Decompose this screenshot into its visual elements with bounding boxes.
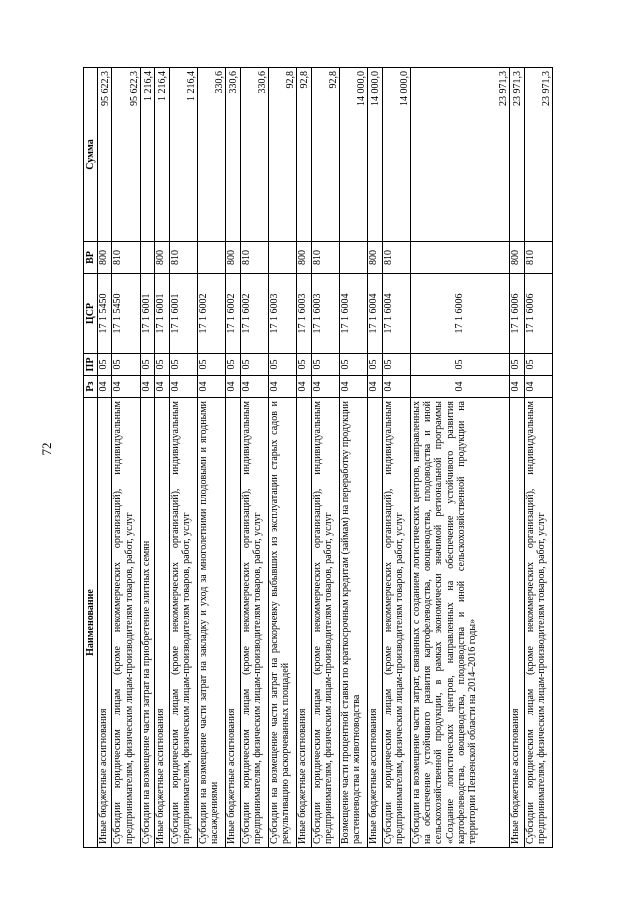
cell-csr: 17 1 6002: [226, 274, 240, 354]
cell-rz: 04: [524, 376, 552, 398]
table-header-row: [84, 68, 98, 848]
cell-pr: 05: [410, 354, 509, 376]
cell-rz: 04: [98, 376, 112, 398]
cell-csr: 17 1 6002: [240, 274, 268, 354]
cell-pr: 05: [339, 354, 367, 376]
cell-pr: 05: [382, 354, 410, 376]
table-row: [169, 68, 197, 848]
cell-name: Субсидии на возмещение части затрат на приобретение элитных семян: [140, 398, 154, 848]
table-row: [510, 68, 524, 848]
cell-name: Субсидии юридическим лицам (кроме некоммерческих организаций), индивидуальным предпринимателям, физическим лицам-производителям товаров, работ, услуг: [382, 398, 410, 848]
cell-vr: [140, 242, 154, 274]
cell-csr: 17 1 6006: [524, 274, 552, 354]
table-row: [140, 68, 154, 848]
header-name: Наименование: [84, 398, 98, 848]
cell-pr: 05: [98, 354, 112, 376]
cell-rz: 04: [140, 376, 154, 398]
cell-sum: 330,6: [197, 68, 225, 242]
cell-name: Возмещение части процентной ставки по краткосрочным кредитам (займам) на переработку продукции растениеводства и животноводства: [339, 398, 367, 848]
cell-sum: 95 622,3: [112, 68, 140, 242]
cell-csr: 17 1 6001: [169, 274, 197, 354]
cell-pr: 05: [140, 354, 154, 376]
cell-name: Субсидии юридическим лицам (кроме некоммерческих организаций), индивидуальным предпринимателям, физическим лицам-производителям товаров, работ, услуг: [311, 398, 339, 848]
cell-sum: 330,6: [226, 68, 240, 242]
cell-sum: 95 622,3: [98, 68, 112, 242]
cell-pr: 05: [268, 354, 296, 376]
cell-rz: 04: [382, 376, 410, 398]
cell-pr: 05: [112, 354, 140, 376]
table-row: [240, 68, 268, 848]
cell-pr: 05: [240, 354, 268, 376]
cell-pr: 05: [226, 354, 240, 376]
cell-vr: 800: [297, 242, 311, 274]
cell-vr: [268, 242, 296, 274]
cell-csr: 17 1 6002: [197, 274, 225, 354]
cell-vr: 810: [524, 242, 552, 274]
cell-rz: 04: [155, 376, 169, 398]
cell-vr: 810: [169, 242, 197, 274]
cell-rz: 04: [169, 376, 197, 398]
table-row: [410, 68, 509, 848]
cell-vr: 810: [240, 242, 268, 274]
cell-csr: 17 1 5450: [112, 274, 140, 354]
cell-rz: 04: [197, 376, 225, 398]
cell-sum: 1 216,4: [140, 68, 154, 242]
cell-name: Иные бюджетные ассигнования: [368, 398, 382, 848]
table-row: [297, 68, 311, 848]
table-row: [311, 68, 339, 848]
cell-vr: 800: [155, 242, 169, 274]
cell-sum: 330,6: [240, 68, 268, 242]
header-sum: Сумма: [84, 68, 98, 242]
cell-csr: 17 1 6001: [155, 274, 169, 354]
cell-name: Субсидии на возмещение части затрат, связанных с созданием логистических центров, направленных на обеспечение устойчивого развития картофелеводства, овощеводства, плодоводства и иной сельскохозяйственной продукции, в рамках экономически значимой региональной программы «Создание логистических центров, направленных на обеспечение устойчивого развития картофелеводства, овощеводства, плодоводства и иной сельскохозяйственной продукции на территории Пензенской области на 2014–2016 годы»: [410, 398, 509, 848]
cell-csr: 17 1 6003: [311, 274, 339, 354]
cell-sum: 14 000,0: [382, 68, 410, 242]
cell-csr: 17 1 6004: [368, 274, 382, 354]
table-row: [155, 68, 169, 848]
table-row: [368, 68, 382, 848]
cell-csr: 17 1 6003: [297, 274, 311, 354]
cell-rz: 04: [268, 376, 296, 398]
cell-vr: 810: [311, 242, 339, 274]
table-row: [268, 68, 296, 848]
table-row: [197, 68, 225, 848]
cell-csr: 17 1 6003: [268, 274, 296, 354]
cell-rz: 04: [297, 376, 311, 398]
cell-name: Субсидии юридическим лицам (кроме некоммерческих организаций), индивидуальным предпринимателям, физическим лицам-производителям товаров, работ, услуг: [112, 398, 140, 848]
cell-csr: 17 1 6006: [410, 274, 509, 354]
cell-vr: [410, 242, 509, 274]
cell-sum: 92,8: [297, 68, 311, 242]
cell-name: Иные бюджетные ассигнования: [226, 398, 240, 848]
cell-name: Субсидии юридическим лицам (кроме некоммерческих организаций), индивидуальным предпринимателям, физическим лицам-производителям товаров, работ, услуг: [524, 398, 552, 848]
cell-sum: 23 971,3: [510, 68, 524, 242]
cell-vr: 800: [510, 242, 524, 274]
table-row: [382, 68, 410, 848]
cell-pr: 05: [297, 354, 311, 376]
cell-vr: 800: [368, 242, 382, 274]
cell-rz: 04: [311, 376, 339, 398]
table-row: [98, 68, 112, 848]
table-row: [524, 68, 552, 848]
cell-sum: 1 216,4: [169, 68, 197, 242]
cell-sum: 1 216,4: [155, 68, 169, 242]
header-rz: Рз: [84, 376, 98, 398]
cell-vr: [197, 242, 225, 274]
cell-rz: 04: [368, 376, 382, 398]
table-row: [112, 68, 140, 848]
cell-vr: [339, 242, 367, 274]
cell-pr: 05: [510, 354, 524, 376]
cell-name: Субсидии на возмещение части затрат на закладку и уход за многолетними плодовыми и ягодными насаждениями: [197, 398, 225, 848]
cell-pr: 05: [155, 354, 169, 376]
cell-name: Субсидии юридическим лицам (кроме некоммерческих организаций), индивидуальным предпринимателям, физическим лицам-производителям товаров, работ, услуг: [169, 398, 197, 848]
cell-pr: 05: [368, 354, 382, 376]
cell-vr: 800: [226, 242, 240, 274]
cell-sum: 23 971,3: [524, 68, 552, 242]
cell-sum: 14 000,0: [368, 68, 382, 242]
cell-csr: 17 1 5450: [98, 274, 112, 354]
cell-sum: 23 971,3: [410, 68, 509, 242]
cell-pr: 05: [524, 354, 552, 376]
cell-rz: 04: [226, 376, 240, 398]
cell-name: Иные бюджетные ассигнования: [510, 398, 524, 848]
table-row: [226, 68, 240, 848]
cell-vr: 810: [112, 242, 140, 274]
cell-csr: 17 1 6004: [339, 274, 367, 354]
cell-name: Субсидии юридическим лицам (кроме некоммерческих организаций), индивидуальным предпринимателям, физическим лицам-производителям товаров, работ, услуг: [240, 398, 268, 848]
budget-table: [83, 67, 553, 848]
budget-table-container: [83, 68, 553, 848]
cell-pr: 05: [311, 354, 339, 376]
cell-vr: 800: [98, 242, 112, 274]
cell-name: Субсидии на возмещение части затрат на раскорчевку выбывших из эксплуатации старых садов и рекультивацию раскорчеванных площадей: [268, 398, 296, 848]
cell-sum: 92,8: [268, 68, 296, 242]
header-pr: ПР: [84, 354, 98, 376]
cell-csr: 17 1 6001: [140, 274, 154, 354]
cell-rz: 04: [510, 376, 524, 398]
cell-rz: 04: [240, 376, 268, 398]
header-csr: ЦСР: [84, 274, 98, 354]
cell-vr: 810: [382, 242, 410, 274]
cell-rz: 04: [112, 376, 140, 398]
table-row: [339, 68, 367, 848]
header-vr: ВР: [84, 242, 98, 274]
cell-name: Иные бюджетные ассигнования: [98, 398, 112, 848]
cell-pr: 05: [197, 354, 225, 376]
cell-csr: 17 1 6004: [382, 274, 410, 354]
cell-pr: 05: [169, 354, 197, 376]
cell-name: Иные бюджетные ассигнования: [297, 398, 311, 848]
cell-rz: 04: [410, 376, 509, 398]
page-number: 72: [39, 442, 54, 456]
cell-sum: 92,8: [311, 68, 339, 242]
cell-csr: 17 1 6006: [510, 274, 524, 354]
cell-name: Иные бюджетные ассигнования: [155, 398, 169, 848]
cell-rz: 04: [339, 376, 367, 398]
cell-sum: 14 000,0: [339, 68, 367, 242]
